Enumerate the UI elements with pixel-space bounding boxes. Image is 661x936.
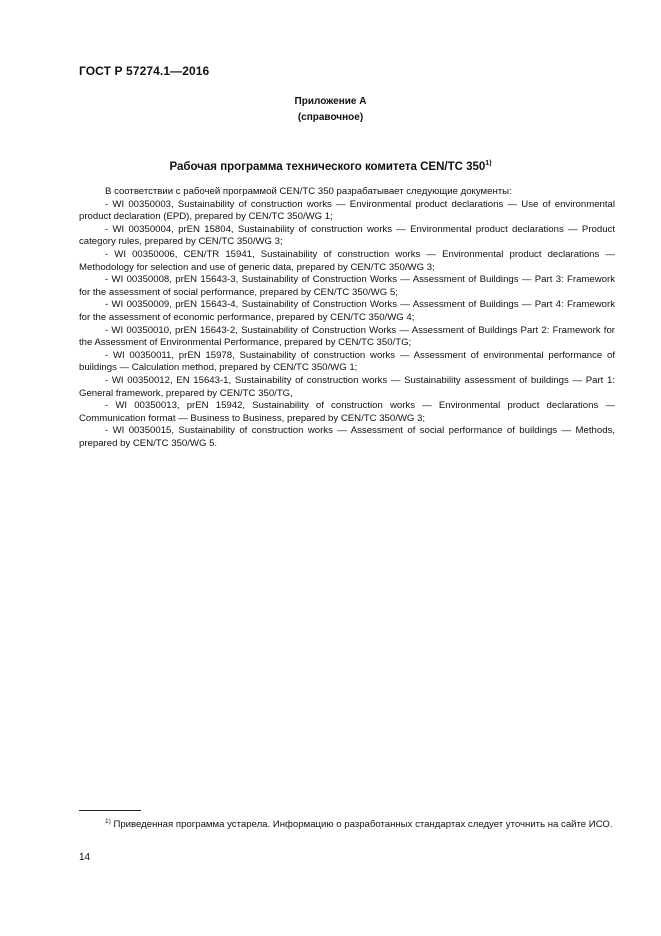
annex-type: (справочное) (297, 112, 364, 123)
footnote (79, 815, 615, 831)
list-item: - WI 00350010, prEN 15643-2, Sustainability of Construction Works — Assessment of Buildings Part 2: Framework for the Assessment of Environmental Performance, prepared by CEN/TC 350/TG; (79, 324, 615, 349)
section-title: Рабочая программа технического комитета CEN/TC 350 (169, 161, 486, 173)
annex-label (0, 94, 661, 126)
list-item: - WI 00350009, prEN 15643-4, Sustainability of Construction Works — Assessment of Buildings — Part 4: Framework for the assessment of economic performance, prepared by CEN/TC 350/WG 4; (79, 299, 615, 323)
intro-paragraph: В соответствии с рабочей программой CEN/TC 350 разрабатывает следующие документы: (105, 186, 512, 197)
document-body (79, 186, 615, 450)
list-item: - WI 00350008, prEN 15643-3, Sustainability of Construction Works — Assessment of Buildings — Part 3: Framework for the assessment of social performance, prepared by CEN/TC 350/WG 5; (79, 274, 615, 298)
footnote-divider (79, 810, 141, 811)
list-item: - WI 00350003, Sustainability of construction works — Environmental product declarations — Use of environmental product declaration (EPD), prepared by CEN/TC 350/WG 1; (79, 198, 615, 223)
list-item: - WI 00350013, prEN 15942, Sustainability of construction works — Environmental product declarations — Communication format — Business to Business, prepared by CEN/TC 350/WG 3; (79, 400, 615, 424)
footnote-text: Приведенная программа устарела. Информацию о разработанных стандартах следует уточнить на сайте ИСО. (113, 819, 613, 830)
list-item: - WI 00350015, Sustainability of construction works — Assessment of social performance of buildings — Methods, prepared by CEN/TC 350/WG 5. (79, 425, 615, 449)
page-number: 14 (79, 852, 91, 863)
footnote-mark: 1) (105, 818, 111, 825)
annex-title: Приложение А (294, 96, 367, 107)
list-item: - WI 00350006, CEN/TR 15941, Sustainability of construction works — Environmental product declarations — Methodology for selection and use of generic data, prepared by CEN/TC 350/WG 3; (79, 248, 615, 273)
section-heading (0, 160, 661, 173)
standard-code: ГОСТ Р 57274.1—2016 (79, 64, 210, 78)
list-item: - WI 00350012, EN 15643-1, Sustainability of construction works — Sustainability assessment of buildings — Part 1: General framework, prepared by CEN/TC 350/TG, (79, 374, 615, 399)
list-item: - WI 00350011, prEN 15978, Sustainability of construction works — Assessment of environmental performance of buildings — Calculation method, prepared by CEN/TC 350/WG 1; (79, 349, 615, 374)
footnote-ref: 1) (485, 160, 492, 167)
list-item: - WI 00350004, prEN 15804, Sustainability of construction works — Environmental product declarations — Product category rules, prepared by CEN/TC 350/WG 3; (79, 223, 615, 248)
